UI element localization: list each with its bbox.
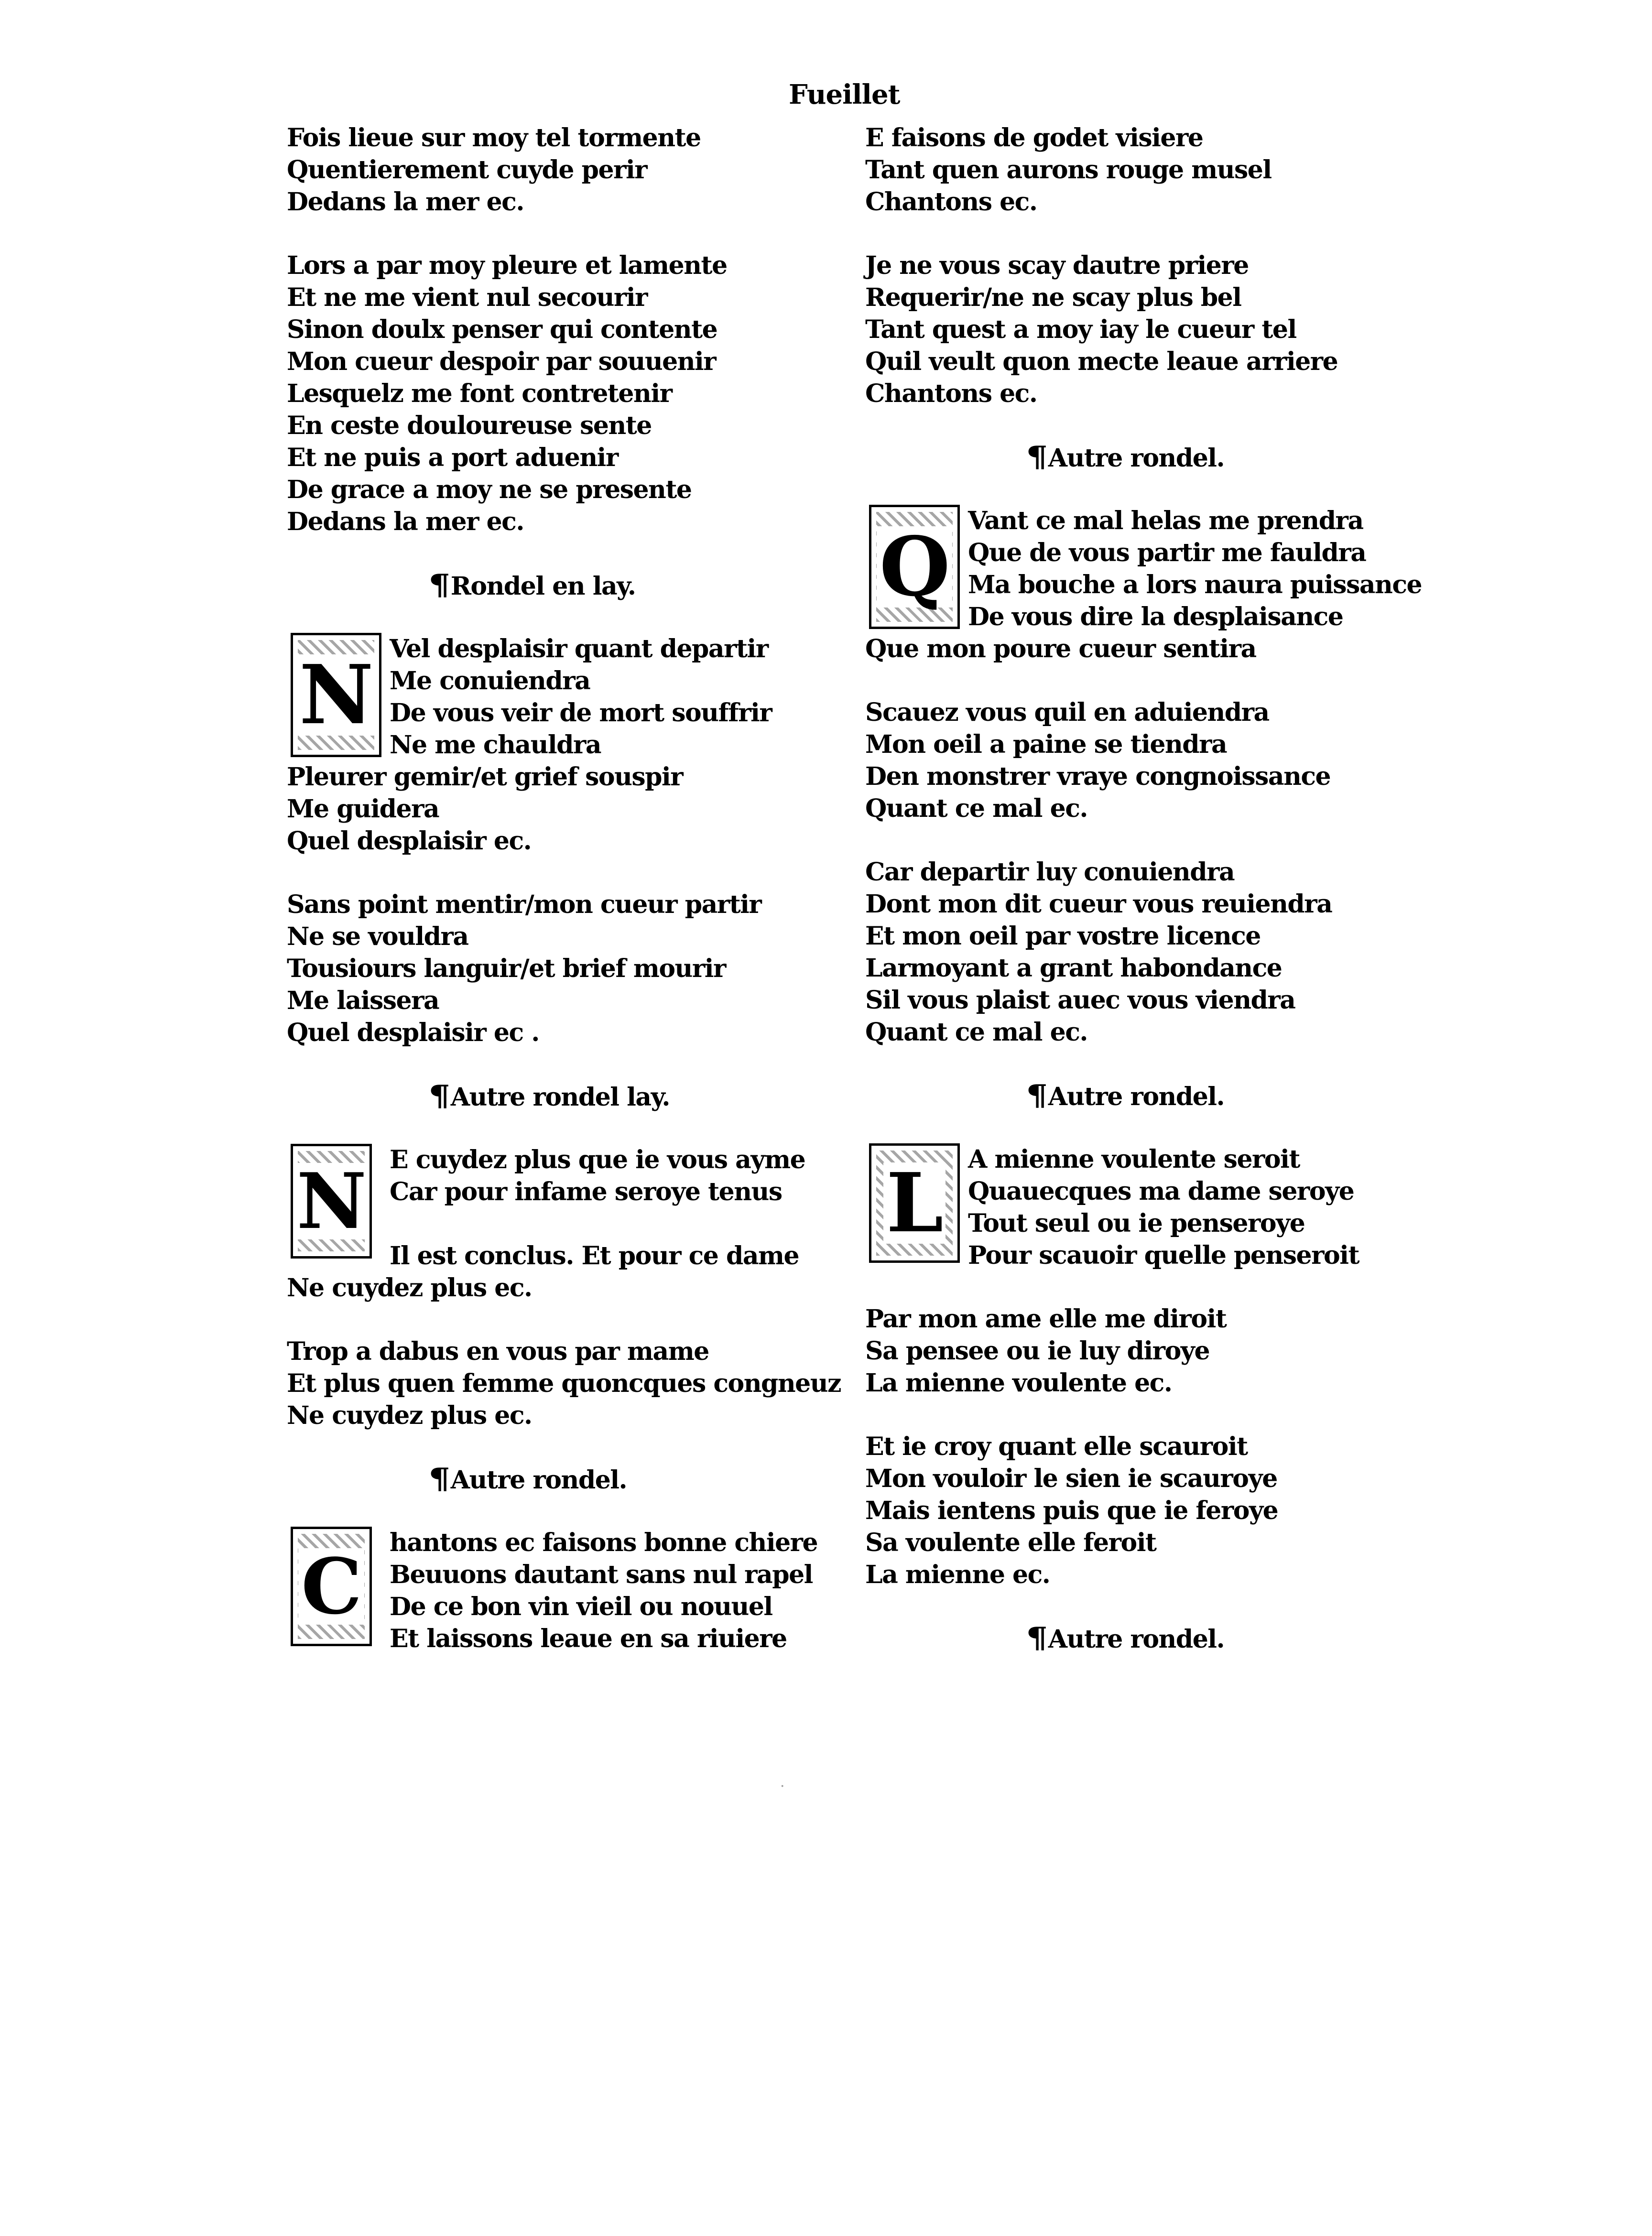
verse-line: Ne cuydez plus ec. [287, 1273, 532, 1303]
rondel-2-stanza-2 [287, 1335, 851, 1432]
verse-line: Quentierement cuyde perir [287, 155, 647, 185]
pilcrow-icon: ¶ [1026, 1079, 1047, 1112]
verse-line: Et ne puis a port aduenir [287, 443, 618, 472]
verse-line: Ma bouche a lors naura puissance [968, 570, 1422, 599]
folio-heading: Fueillet [789, 79, 900, 110]
verse-line: Sinon doulx penser qui contente [287, 315, 717, 344]
verse-line: Dont mon dit cueur vous reuiendra [865, 890, 1332, 919]
verse-line: Mon cueur despoir par souuenir [287, 347, 716, 376]
verse-line: La mienne ec. [865, 1560, 1050, 1589]
heading-text: Autre rondel. [450, 1465, 627, 1495]
verse-line: De ce bon vin vieil ou nouuel [390, 1592, 772, 1621]
verse-line: Que mon poure cueur sentira [865, 634, 1256, 663]
verse-line: Mon oeil a paine se tiendra [865, 730, 1227, 759]
decorated-initial: C [291, 1527, 372, 1646]
verse-line: Pour scauoir quelle penseroit [968, 1241, 1359, 1270]
verse-line: Quauecques ma dame seroye [968, 1177, 1354, 1206]
verse-line: La mienne voulente ec. [865, 1368, 1172, 1398]
pilcrow-icon: ¶ [1026, 440, 1047, 474]
verse-line: Quant ce mal ec. [865, 794, 1087, 823]
verse-line: De vous veir de mort souffrir [390, 698, 772, 727]
heading-text: Autre rondel. [1048, 1625, 1225, 1654]
verse-line: Tant quest a moy iay le cueur tel [865, 315, 1296, 344]
heading-text: Autre rondel. [1048, 444, 1225, 473]
verse-line: Il est conclus. Et pour ce dame [390, 1241, 799, 1270]
verse-line: Tousiours languir/et brief mourir [287, 954, 726, 983]
verse-line: Vant ce mal helas me prendra [968, 506, 1363, 535]
verse-line: Ne me chauldra [390, 730, 601, 760]
verse-line: Et ie croy quant elle scauroit [865, 1432, 1248, 1461]
rondel-5-stanza-3 [865, 1431, 1391, 1591]
verse-line: Tant quen aurons rouge musel [865, 155, 1272, 185]
verse-line: Beuuons dautant sans nul rapel [390, 1560, 813, 1589]
verse-line: Chantons ec. [865, 187, 1037, 217]
verse-line: Sa pensee ou ie luy diroye [865, 1336, 1210, 1366]
pilcrow-icon: ¶ [428, 1462, 450, 1496]
verse-line: Pleurer gemir/et grief souspir [287, 762, 683, 792]
verse-line: Dedans la mer ec. [287, 507, 524, 536]
left-second-stanza [287, 250, 851, 538]
verse-line: Mon vouloir le sien ie scauroye [865, 1464, 1277, 1493]
section-heading [287, 1080, 851, 1112]
verse-line: Den monstrer vraye congnoissance [865, 762, 1331, 791]
verse-line: En ceste douloureuse sente [287, 411, 652, 440]
rondel-4-stanza-3 [865, 856, 1391, 1048]
verse-line: Ne cuydez plus ec. [287, 1401, 532, 1430]
speck-mark: · [780, 1778, 785, 1795]
right-column [865, 122, 1422, 1686]
section-heading [287, 569, 851, 601]
right-opening-stanza [865, 122, 1391, 218]
verse-line: Requerir/ne ne scay plus bel [865, 283, 1241, 312]
verse-line: Lors a par moy pleure et lamente [287, 251, 727, 280]
verse-line: Quel desplaisir ec. [287, 826, 532, 856]
verse-line: A mienne voulente seroit [968, 1145, 1300, 1174]
pilcrow-icon: ¶ [1026, 1621, 1047, 1655]
rondel-1-opening [287, 633, 851, 857]
verse-line: Larmoyant a grant habondance [865, 954, 1282, 983]
heading-text: Autre rondel lay. [450, 1083, 670, 1112]
verse-line: E faisons de godet visiere [865, 123, 1203, 152]
verse-line: De grace a moy ne se presente [287, 475, 692, 504]
verse-line: Trop a dabus en vous par mame [287, 1337, 709, 1366]
verse-line: Fois lieue sur moy tel tormente [287, 123, 701, 152]
verse-line: Et plus quen femme quoncques congneuz [287, 1369, 841, 1398]
verse-line: Ne se vouldra [287, 922, 468, 951]
right-second-stanza [865, 250, 1391, 410]
rondel-3-opening [287, 1527, 851, 1655]
section-heading [865, 1080, 1391, 1112]
verse-line: Et laissons leaue en sa riuiere [390, 1624, 787, 1653]
verse-line: Vel desplaisir quant departir [390, 634, 768, 663]
verse-line: Sa voulente elle feroit [865, 1528, 1156, 1557]
rondel-1-stanza-2 [287, 889, 851, 1049]
decorated-initial: L [869, 1143, 960, 1263]
verse-line: Tout seul ou ie penseroye [968, 1209, 1305, 1238]
verse-line: hantons ec faisons bonne chiere [390, 1528, 818, 1557]
verse-line: Lesquelz me font contretenir [287, 379, 672, 408]
rondel-4-stanza-2 [865, 696, 1391, 825]
verse-line: Me guidera [287, 794, 439, 824]
verse-line: Car pour infame seroye tenus [390, 1177, 782, 1206]
left-opening-stanza [287, 122, 851, 218]
decorated-initial: Q [869, 505, 960, 629]
rondel-5-stanza-2 [865, 1303, 1391, 1399]
rondel-5-opening [865, 1143, 1391, 1271]
verse-line: Je ne vous scay dautre priere [865, 251, 1249, 280]
heading-text: Rondel en lay. [450, 572, 636, 601]
verse-line: Dedans la mer ec. [287, 187, 524, 217]
section-heading [865, 441, 1391, 473]
rondel-4-opening [865, 505, 1422, 665]
verse-line: Car departir luy conuiendra [865, 857, 1235, 887]
verse-line: Sans point mentir/mon cueur partir [287, 890, 761, 919]
verse-line: Chantons ec. [865, 379, 1037, 408]
pilcrow-icon: ¶ [428, 568, 450, 602]
verse-line: De vous dire la desplaisance [968, 602, 1343, 631]
verse-line: Scauez vous quil en aduiendra [865, 698, 1269, 727]
verse-line: Me laissera [287, 986, 439, 1015]
section-heading [865, 1622, 1391, 1654]
decorated-initial: N [291, 633, 381, 757]
verse-line: Par mon ame elle me diroit [865, 1304, 1227, 1334]
verse-line: Sil vous plaist auec vous viendra [865, 986, 1295, 1015]
verse-line: Que de vous partir me fauldra [968, 538, 1366, 567]
verse-line: Et ne me vient nul secourir [287, 283, 647, 312]
verse-line: E cuydez plus que ie vous ayme [390, 1145, 805, 1174]
decorated-initial: N [291, 1144, 372, 1259]
pilcrow-icon: ¶ [428, 1079, 450, 1113]
verse-line: Quant ce mal ec. [865, 1018, 1087, 1047]
section-heading [287, 1463, 851, 1495]
verse-line: Et mon oeil par vostre licence [865, 922, 1261, 951]
rondel-2-opening [287, 1144, 851, 1304]
heading-text: Autre rondel. [1048, 1082, 1225, 1111]
verse-line: Quel desplaisir ec . [287, 1018, 539, 1047]
verse-line: Mais ientens puis que ie feroye [865, 1496, 1278, 1525]
left-column [287, 122, 851, 1686]
verse-line: Me conuiendra [390, 666, 590, 695]
verse-line: Quil veult quon mecte leaue arriere [865, 347, 1338, 376]
